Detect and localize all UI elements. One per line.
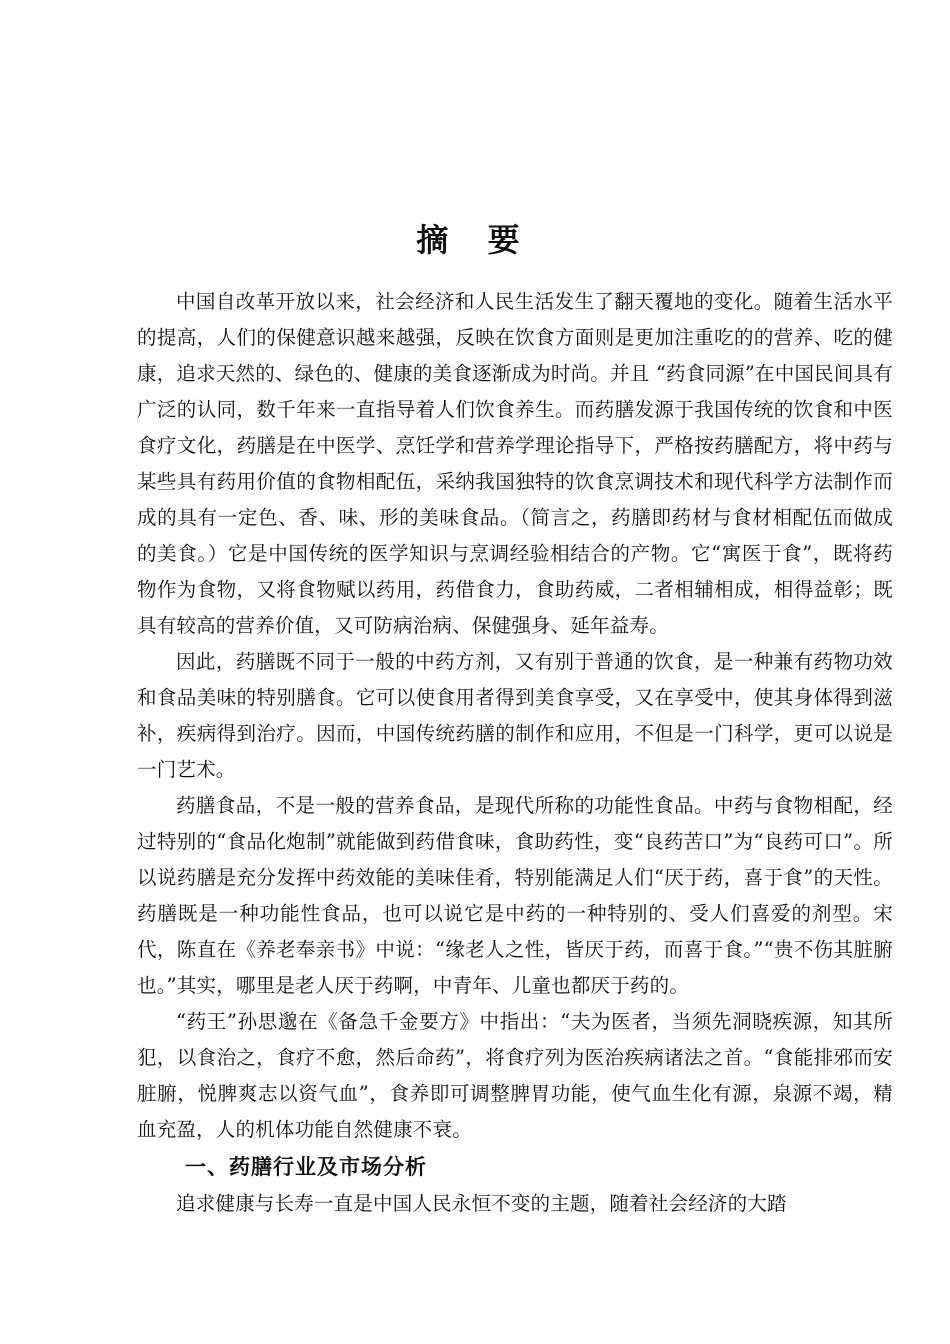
section-paragraph: 追求健康与长寿一直是中国人民永恒不变的主题，随着社会经济的大踏 (176, 1192, 787, 1215)
paragraph-1: 中国自改革开放以来，社会经济和人民生活发生了翻天覆地的变化。随着生活水平的提高，人们的保健意识越来越强，反映在饮食方面则是更加注重吃的的营养、吃的健康，追求天然的、绿色的、健康的美食逐渐成为时尚。并且 “药食同源”在中国民间具有广泛的认同，数千年来一直指导着人们饮食养生。而药膳发源于我国传统的饮食和中医食疗文化，药膳是在中医学、烹饪学和营养学理论指导下，严格按药膳配方，将中药与某些具有药用价值的食物相配伍，采纳我国独特的饮食烹调技术和现代科学方法制作而成的具有一定色、香、味、形的美味食品。（简言之，药膳即药材与食材相配伍而做成的美食。）它是中国传统的医学知识与烹调经验相结合的产物。它“寓医于食”，既将药物作为食物，又将食物赋以药用，药借食力，食助药威，二者相辅相成，相得益彰；既具有较高的营养价值，又可防病治病、保健强身、延年益寿。 (137, 290, 893, 637)
section-heading: 一、药膳行业及市场分析 (185, 1155, 427, 1179)
abstract-title: 摘 要 (416, 221, 534, 259)
abstract-body (137, 284, 893, 1222)
paragraph-3: 药膳食品，不是一般的营养食品，是现代所称的功能性食品。中药与食物相配，经过特别的“食品化炮制”就能做到药借食味，食助药性，变“良药苦口”为“良药可口”。所以说药膳是充分发挥中药效能的美味佳肴，特别能满足人们“厌于药，喜于食”的天性。药膳既是一种功能性食品，也可以说它是中药的一种特别的、受人们喜爱的剂型。宋代，陈直在《养老奉亲书》中说：“缘老人之性，皆厌于药，而喜于食。”“贵不伤其脏腑也。”其实，哪里是老人厌于药啊，中青年、儿童也都厌于药的。 (137, 794, 893, 997)
paragraph-4: “药王”孙思邈在《备急千金要方》中指出：“夫为医者，当须先洞晓疾源，知其所犯，以食治之，食疗不愈，然后命药”，将食疗列为医治疾病诸法之首。“食能排邪而安脏腑，悦脾爽志以资气血”，食养即可调整脾胃功能，使气血生化有源，泉源不竭，精血充盈，人的机体功能自然健康不衰。 (137, 1010, 893, 1141)
paragraph-2: 因此，药膳既不同于一般的中药方剂，又有别于普通的饮食，是一种兼有药物功效和食品美味的特别膳食。它可以使食用者得到美食享受，又在享受中，使其身体得到滋补，疾病得到治疗。因而，中国传统药膳的制作和应用，不但是一门科学，更可以说是一门艺术。 (137, 650, 893, 781)
